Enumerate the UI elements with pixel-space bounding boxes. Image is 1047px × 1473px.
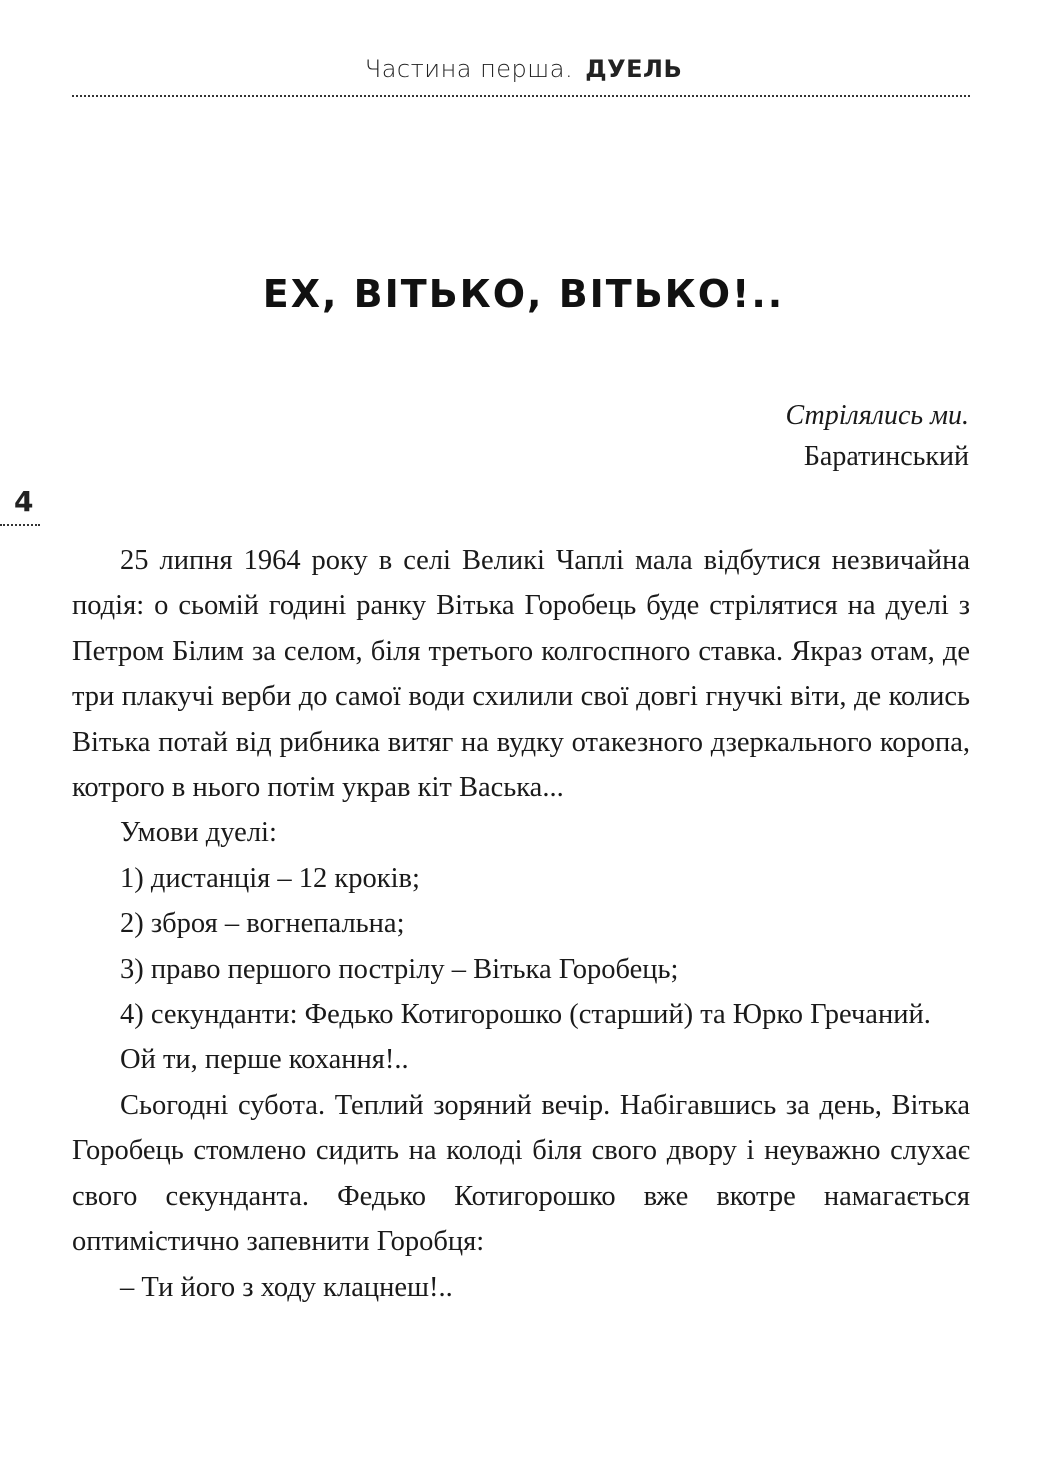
page-number: 4: [14, 485, 34, 518]
paragraph: 2) зброя – вогнепальна;: [120, 908, 405, 940]
paragraph: Умови дуелі:: [120, 817, 277, 849]
paragraph: 25 липня 1964 року в селі Великі Чаплі мала відбутися незвичайна подія: о сьомій годині ранку Вітька Горобець буде стрілятися на дуелі з Петром Білим за селом, біля третього колгоспного ставка. Якраз отам, де три плакучі верби до самої води схилили свої довгі гнучкі віти, де колись Вітька потай від рибника витяг на вудку отакезного дзеркального коропа, котрого в нього потім украв кіт Васька...: [72, 545, 970, 804]
epigraph-author: Баратинський: [803, 441, 969, 472]
running-head: [0, 55, 1047, 83]
body-text: [72, 538, 970, 1310]
paragraph: 4) секунданти: Федько Котигорошко (старший) та Юрко Гречаний.: [120, 999, 931, 1031]
epigraph: [785, 395, 969, 477]
paragraph: – Ти його з ходу клацнеш!..: [120, 1271, 453, 1303]
epigraph-quote: Стрілялись ми.: [785, 400, 969, 431]
header-divider: [72, 95, 970, 97]
chapter-title: ЕХ, ВІТЬКО, ВІТЬКО!..: [262, 272, 785, 316]
running-head-section: ДУЕЛЬ: [585, 55, 683, 83]
paragraph: Ой ти, перше кохання!..: [120, 1044, 409, 1076]
paragraph: 3) право першого пострілу – Вітька Горобець;: [120, 953, 679, 985]
page-number-divider: [0, 524, 40, 526]
paragraph: 1) дистанція – 12 кроків;: [120, 862, 420, 894]
running-head-part: Частина перша.: [364, 55, 574, 83]
paragraph: Сьогодні субота. Теплий зоряний вечір. Набігавшись за день, Вітька Горобець стомлено сидить на колоді біля свого двору і неуважно слухає свого секунданта. Федько Котигорошко вже вкотре намагається оптимістично запевнити Горобця:: [72, 1089, 970, 1258]
